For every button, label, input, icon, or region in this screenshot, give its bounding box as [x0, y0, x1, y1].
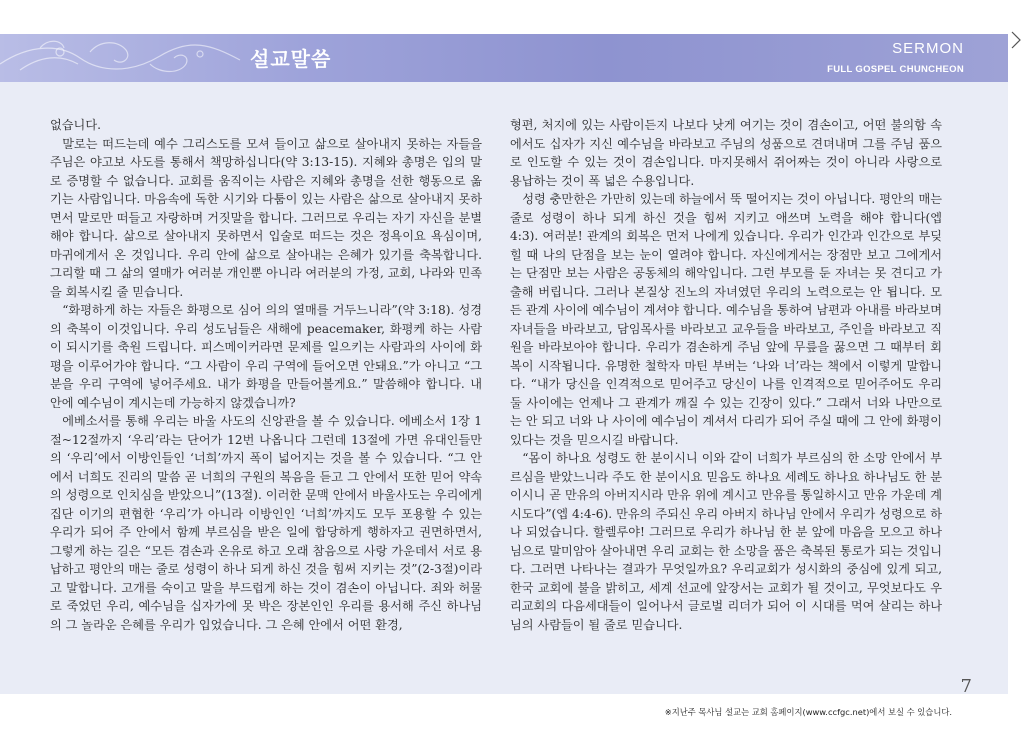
footer-note: ※지난주 목사님 설교는 교회 홈페이지(www.ccfgc.net)에서 보실 수 있습니다.	[664, 707, 952, 717]
left-column	[50, 116, 482, 634]
sermon-label: SERMON	[892, 40, 964, 57]
paragraph: “몸이 하나요 성령도 한 분이시니 이와 같이 너희가 부르심의 한 소망 안에서 부르심을 받았느니라 주도 한 분이시요 믿음도 하나요 세례도 하나요 하나님도 한 분이시니 곧 만유의 아버지시라 만유 위에 계시고 만유를 통일하시고 만유 가운데 계시도다”(엡 4:4-6). 만유의 주되신 우리 아버지 하나님 안에서 우리가 성령으로 하나 되었습니다. 할렐루야! 그러므로 우리가 하나님 한 분 앞에 마음을 모으고 하나님으로 말미암아 살아내면 우리 교회는 한 소망을 품은 축복된 통로가 되는 것입니다. 그러면 나타나는 결과가 무엇일까요? 우리교회가 성시화의 중심에 있게 되고, 한국 교회에 불을 밝히고, 세계 선교에 앞장서는 교회가 될 것이고, 무엇보다도 우리교회의 다음세대들이 일어나서 글로벌 리더가 되어 이 시대를 먹여 살리는 하나님의 사람들이 될 줄로 믿습니다.	[510, 451, 942, 632]
corner-mark-icon	[1010, 30, 1024, 50]
paragraph: 없습니다.	[50, 118, 101, 132]
page-number: 7	[960, 676, 972, 697]
section-title: 설교말씀	[250, 47, 332, 71]
paragraph: 에베소서를 통해 우리는 바울 사도의 신앙관을 볼 수 있습니다. 에베소서 1장 1절~12절까지 ‘우리’라는 단어가 12번 나옵니다 그런데 13절에 가면 유대인들만의 ‘우리’에서 이방인들인 ‘너희’까지 폭이 넓어지는 것을 볼 수 있습니다. “그 안에서 너희도 진리의 말씀 곧 너희의 구원의 복음을 듣고 그 안에서 또한 믿어 약속의 성령으로 인치심을 받았으니”(13절). 이러한 문맥 안에서 바울사도는 우리에게 집단 이기의 편협한 ‘우리’가 아니라 이방인인 ‘너희’까지도 모두 포용할 수 있는 우리가 되어 주 안에서 함께 부르심을 받은 일에 합당하게 행하자고 권면하면서, 그렇게 하는 길은 “모든 겸손과 온유로 하고 오래 참음으로 사랑 가운데서 서로 용납하고 평안의 매는 줄로 성령이 하나 되게 하신 것을 힘써 지키는 것”(2-3절)이라고 말합니다. 고개를 숙이고 말을 부드럽게 하는 것이 겸손이 아닙니다. 죄와 허물로 죽었던 우리, 예수님을 십자가에 못 박은 장본인인 우리를 용서해 주신 하나님의 그 놀라운 은혜를 우리가 입었습니다. 그 은혜 안에서 어떤 환경,	[50, 414, 482, 632]
floral-ornament	[0, 34, 250, 82]
church-label: FULL GOSPEL CHUNCHEON	[827, 64, 964, 75]
paragraph: 성령 충만한은 가만히 있는데 하늘에서 뚝 떨어지는 것이 아닙니다. 평안의 매는 줄로 성령이 하나 되게 하신 것을 힘써 지키고 애쓰며 노력을 해야 합니다(엡 4:3). 여러분! 관계의 회복은 먼저 나에게 있습니다. 우리가 인간과 인간으로 부딪힐 때 나의 단점을 보는 눈이 열려야 합니다. 자신에게서는 장점만 보고 그에게서는 단점만 보는 사람은 공동체의 해악입니다. 그런 부모를 둔 자녀는 못 견디고 가출해 버립니다. 그러나 본질상 진노의 자녀였던 우리의 노력으로는 안 됩니다. 모든 관계 사이에 예수님이 계셔야 합니다. 예수님을 통하여 남편과 아내를 바라보며 자녀들을 바라보고, 담임목사를 바라보고 교우들을 바라보고, 주인을 바라보고 직원을 바라보아야 합니다. 우리가 겸손하게 주님 앞에 무릎을 꿇으면 그 때부터 회복이 시작됩니다. 유명한 철학자 마틴 부버는 ‘나와 너’라는 책에서 이렇게 말합니다. “내가 당신을 인격적으로 믿어주고 당신이 나를 인격적으로 믿어주어도 우리 둘 사이에는 언제나 그 관계가 깨질 수 있는 긴장이 있다.” 그래서 너와 나만으로는 안 되고 너와 나 사이에 예수님이 계셔서 다리가 되어 주실 때에 그 안에 화평이 있다는 것을 믿으시길 바랍니다.	[510, 192, 942, 447]
paragraph: 형편, 처지에 있는 사람이든지 나보다 낫게 여기는 것이 겸손이고, 어떤 불의함 속에서도 십자가 지신 예수님을 바라보고 주님의 성품으로 견뎌내며 그를 주님 품으로 인도할 수 있는 것이 겸손입니다. 마지못해서 쥐어짜는 것이 아니라 사랑으로 용납하는 것이 폭 넓은 수용입니다.	[510, 118, 942, 188]
right-column	[510, 116, 942, 634]
paragraph: “화평하게 하는 자들은 화평으로 심어 의의 열매를 거두느니라”(약 3:18). 성경의 축복이 이것입니다. 우리 성도님들은 새해에 peacemaker, 화평케 하는 사람이 되시기를 축원 드립니다. 피스메이커라면 문제를 일으키는 사람과의 사이에 화평을 이루어가야 합니다. “그 사람이 우리 구역에 들어오면 안돼요.”가 아니고 “그분을 우리 구역에 넣어주세요. 내가 화평을 만들어볼게요.” 말씀해야 합니다. 내 안에 예수님이 계시는데 가능하지 않겠습니까?	[50, 303, 482, 410]
paragraph: 말로는 떠드는데 예수 그리스도를 모셔 들이고 삶으로 살아내지 못하는 자들을 주님은 야고보 사도를 통해서 책망하십니다(약 3:13-15). 지혜와 총명은 입의 말로 증명할 수 없습니다. 교회를 움직이는 사람은 지혜와 총명을 선한 행동으로 옮기는 사람입니다. 마음속에 독한 시기와 다툼이 있는 사람은 삶으로 살아내지 못하면서 말로만 떠들고 자랑하며 거짓말을 합니다. 그러므로 우리는 자기 자신을 분별해야 합니다. 삶으로 살아내지 못하면서 입술로 떠드는 것은 정욕이요 욕심이며, 마귀에게서 온 것입니다. 우리 안에 삶으로 살아내는 은혜가 있기를 축복합니다. 그리할 때 그 삶의 열매가 여러분 개인뿐 아니라 여러분의 가정, 교회, 나라와 민족을 회복시킬 줄 믿습니다.	[50, 136, 482, 299]
